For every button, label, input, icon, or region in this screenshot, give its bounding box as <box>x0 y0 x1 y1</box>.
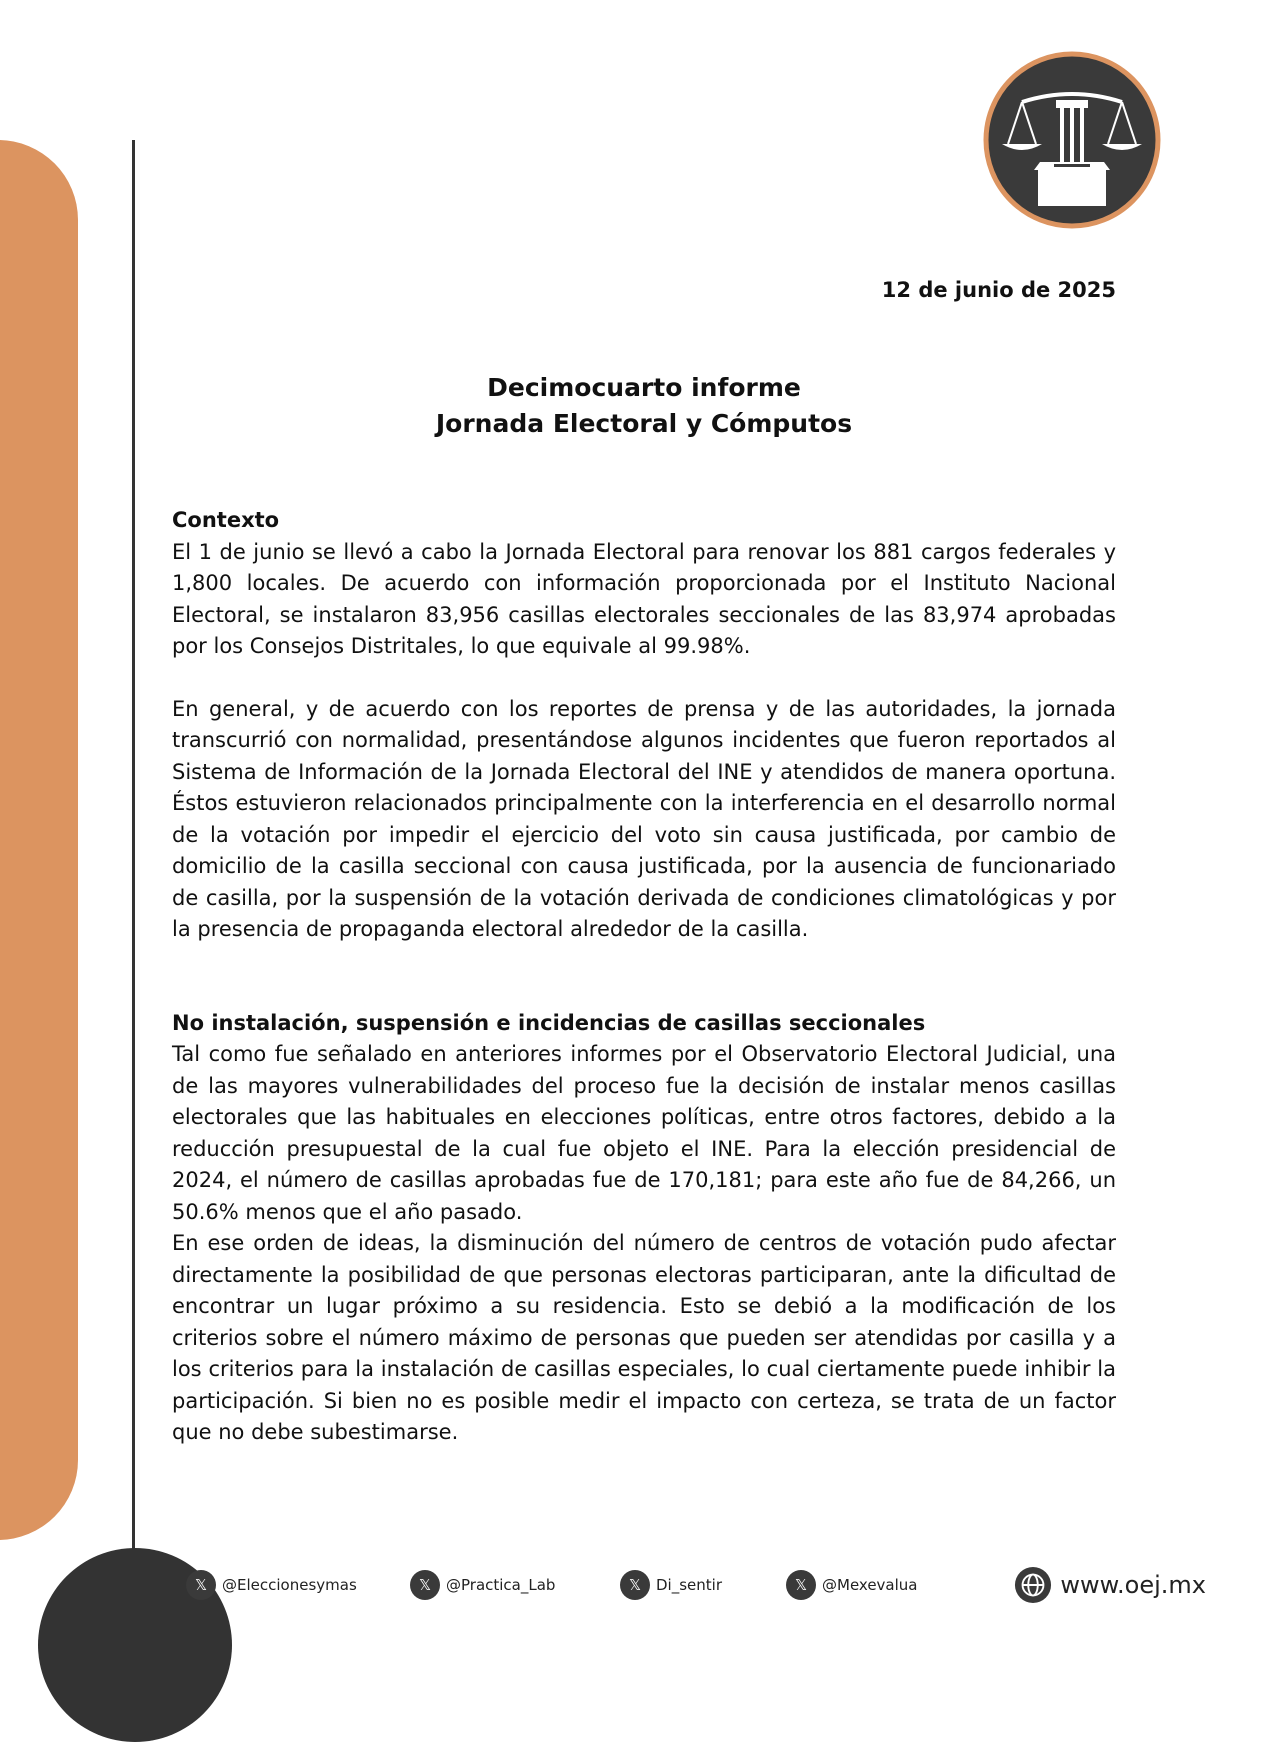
x-logo-icon: 𝕏 <box>786 1570 816 1600</box>
title-line-1: Decimocuarto informe <box>487 373 801 402</box>
section-heading-installation: No instalación, suspensión e incidencias de casillas seccionales <box>172 1010 926 1035</box>
handle-label: Di_sentir <box>656 1576 722 1594</box>
website-label: www.oej.mx <box>1060 1571 1206 1599</box>
section-heading-context: Contexto <box>172 508 280 532</box>
handle-label: @Mexevalua <box>822 1576 918 1594</box>
document-title <box>172 370 1116 442</box>
social-handle-practica[interactable] <box>410 1570 555 1600</box>
website-link[interactable] <box>1014 1566 1206 1604</box>
installation-paragraph-1: Tal como fue señalado en anteriores informes por el Observatorio Electoral Judicial, una de las mayores vulnerabilidades del proceso fue la decisión de instalar menos casillas electorales que las habituales en elecciones políticas, entre otros factores, debido a la reducción presupuestal de la cual fue objeto el INE. Para la elección presidencial de 2024, el número de casillas aprobadas fue de 170,181; para este año fue de 84,266, un 50.6% menos que el año pasado. <box>172 1042 1116 1224</box>
social-handle-mexevalua[interactable] <box>786 1570 918 1600</box>
orange-side-band <box>0 140 78 1540</box>
context-paragraph-2: En general, y de acuerdo con los reportes de prensa y de las autoridades, la jornada transcurrió con normalidad, presentándose algunos incidentes que fueron reportados al Sistema de Información de la Jornada Electoral del INE y atendidos de manera oportuna. Éstos estuvieron relacionados principalmente con la interferencia en el desarrollo normal de la votación por impedir el ejercicio del voto sin causa justificada, por cambio de domicilio de la casilla seccional con causa justificada, por la ausencia de funcionariado de casilla, por la suspensión de la votación derivada de condiciones climatológicas y por la presencia de propaganda electoral alrededor de la casilla. <box>172 696 1116 941</box>
handle-label: @Practica_Lab <box>446 1576 556 1594</box>
vertical-rule <box>132 140 135 1590</box>
document-body <box>172 505 1116 1449</box>
x-logo-icon: 𝕏 <box>186 1570 216 1600</box>
document-date: 12 de junio de 2025 <box>881 278 1116 302</box>
footer-social-bar <box>186 1570 1206 1610</box>
title-line-2: Jornada Electoral y Cómputos <box>435 409 853 438</box>
social-handle-elecciones[interactable] <box>186 1570 357 1600</box>
x-logo-icon: 𝕏 <box>620 1570 650 1600</box>
scales-ballot-logo <box>982 50 1162 230</box>
globe-icon <box>1014 1566 1052 1604</box>
social-handle-disentir[interactable] <box>620 1570 722 1600</box>
handle-label: @Eleccionesymas <box>222 1576 357 1594</box>
installation-paragraph-2: En ese orden de ideas, la disminución del número de centros de votación pudo afectar directamente la posibilidad de que personas electoras participaran, ante la dificultad de encontrar un lugar próximo a su residencia. Esto se debió a la modificación de los criterios sobre el número máximo de personas que pueden ser atendidas por casilla y a los criterios para la instalación de casillas especiales, lo cual ciertamente puede inhibir la participación. Si bien no es posible medir el impacto con certeza, se trata de un factor que no debe subestimarse. <box>172 1231 1116 1444</box>
context-paragraph-1: El 1 de junio se llevó a cabo la Jornada Electoral para renovar los 881 cargos federales y 1,800 locales. De acuerdo con información proporcionada por el Instituto Nacional Electoral, se instalaron 83,956 casillas electorales seccionales de las 83,974 aprobadas por los Consejos Distritales, lo que equivale al 99.98%. <box>172 539 1116 658</box>
x-logo-icon: 𝕏 <box>410 1570 440 1600</box>
